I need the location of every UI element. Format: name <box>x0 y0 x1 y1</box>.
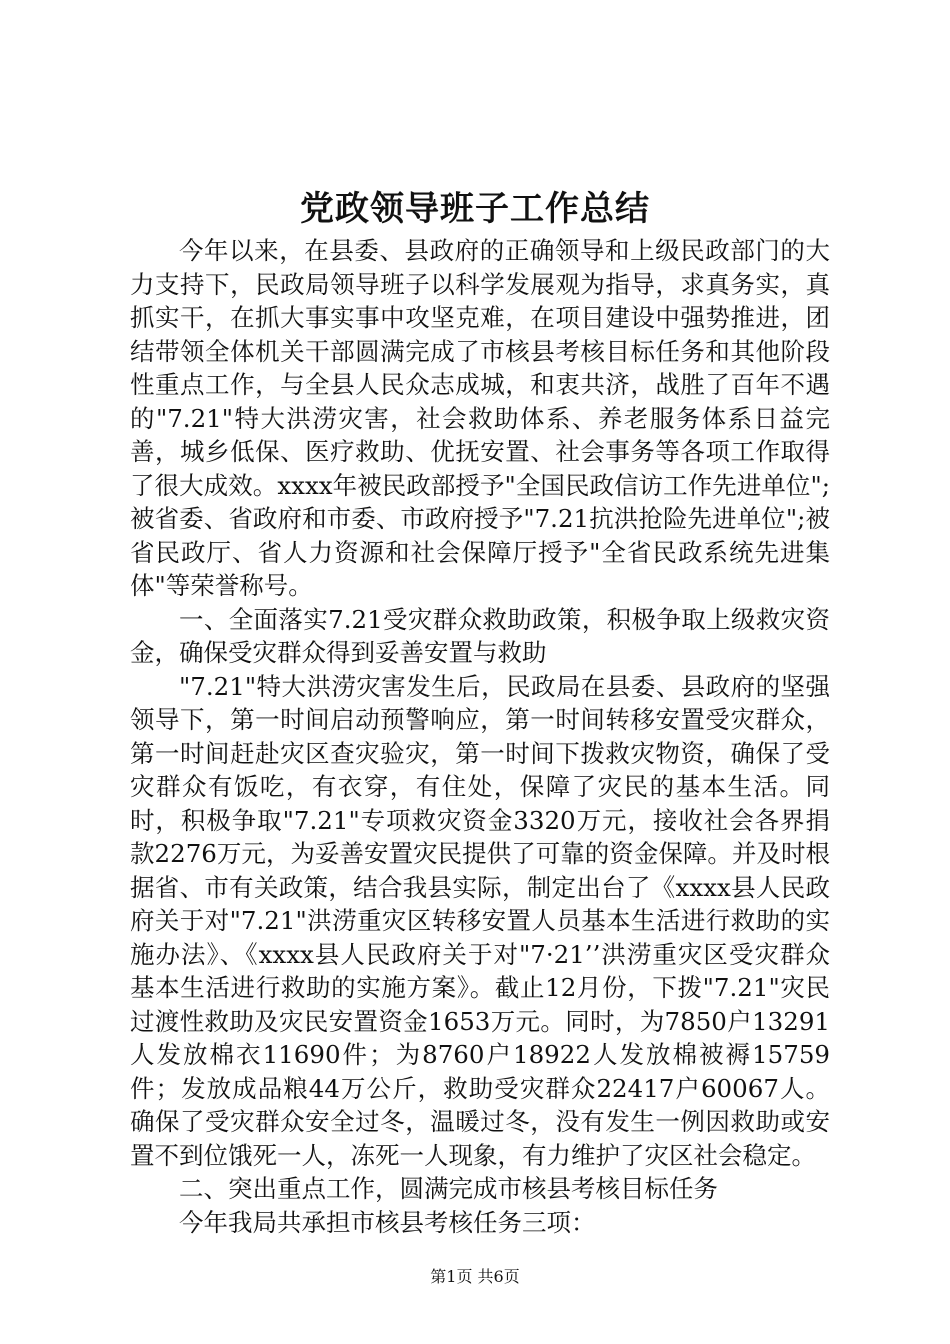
document-title: 党政领导班子工作总结 <box>300 189 650 229</box>
section-heading-2: 二、突出重点工作，圆满完成市核县考核目标任务 <box>179 1174 718 1203</box>
paragraph-disaster-relief: "7.21"特大洪涝灾害发生后，民政局在县委、县政府的坚强领导下，第一时间启动预警响应，第一时间转移安置受灾群众，第一时间赶赴灾区查灾验灾，第一时间下拨救灾物资，确保了受灾群众有饭吃，有衣穿，有住处，保障了灾民的基本生活。同时，积极争取"7.21"专项救灾资金3320万元，接收社会各界捐款2276万元，为妥善安置灾民提供了可靠的资金保障。并及时根据省、市有关政策，结合我县实际，制定出台了《xxxx县人民政府关于对"7.21"洪涝重灾区转移安置人员基本生活进行救助的实施办法》、《xxxx县人民政府关于对"7·21’’洪涝重灾区受灾群众基本生活进行救助的实施方案》。截止12月份，下拨"7.21"灾民过渡性救助及灾民安置资金1653万元。同时，为7850户13291人发放棉衣11690件；为8760户18922人发放棉被褥15759件；发放成品粮44万公斤，救助受灾群众22417户60067人。确保了受灾群众安全过冬，温暖过冬，没有发生一例因救助或安置不到位饿死一人，冻死一人现象，有力维护了灾区社会稳定。 <box>130 671 830 1170</box>
paragraph-tasks: 今年我局共承担市核县考核任务三项： <box>179 1207 596 1237</box>
document-body <box>130 234 830 1239</box>
section-heading-1: 一、全面落实7.21受灾群众救助政策，积极争取上级救灾资金，确保受灾群众得到妥善安置与救助 <box>130 604 830 667</box>
page-number-footer: 第1页 共6页 <box>430 1267 520 1286</box>
paragraph-intro: 今年以来，在县委、县政府的正确领导和上级民政部门的大力支持下，民政局领导班子以科学发展观为指导，求真务实，真抓实干，在抓大事实事中攻坚克难，在项目建设中强势推进，团结带领全体机关干部圆满完成了市核县考核目标任务和其他阶段性重点工作，与全县人民众志成城，和衷共济，战胜了百年不遇的"7.21"特大洪涝灾害，社会救助体系、养老服务体系日益完善，城乡低保、医疗救助、优抚安置、社会事务等各项工作取得了很大成效。xxxx年被民政部授予"全国民政信访工作先进单位";被省委、省政府和市委、市政府授予"7.21抗洪抢险先进单位";被省民政厅、省人力资源和社会保障厅授予"全省民政系统先进集体"等荣誉称号。 <box>130 236 830 600</box>
